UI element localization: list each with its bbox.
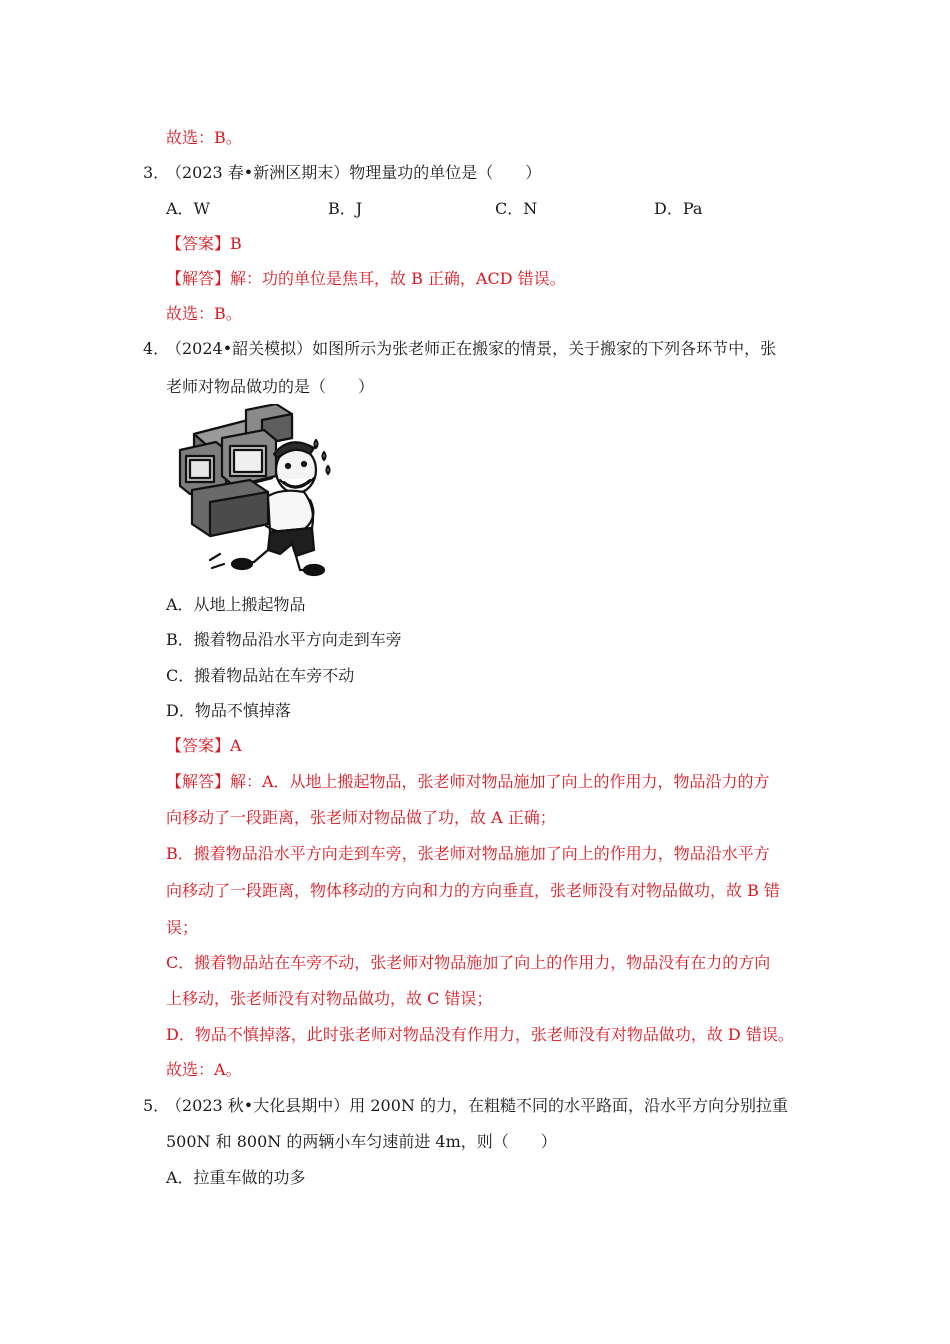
q4-analysis-line1: 【解答】解：A．从地上搬起物品，张老师对物品施加了向上的作用力，物品沿力的方	[166, 772, 770, 791]
q3-option-b: B．J	[328, 199, 363, 218]
q4-analysis-line2: 向移动了一段距离，张老师对物品做了功，故 A 正确；	[166, 808, 556, 827]
q4-analysis-line7: 上移动，张老师没有对物品做功，故 C 错误；	[166, 989, 493, 1008]
q4-analysis-line4: 向移动了一段距离，物体移动的方向和力的方向垂直，张老师没有对物品做功，故 B 错	[166, 881, 780, 900]
q5-stem-line2: 500N 和 800N 的两辆小车匀速前进 4m，则（ ）	[166, 1132, 557, 1151]
q4-answer: 【答案】A	[166, 736, 242, 755]
q4-option-d: D．物品不慎掉落	[166, 701, 291, 720]
man-carrying-boxes-illustration	[164, 404, 336, 580]
q3-option-c: C．N	[495, 199, 538, 218]
q4-stem-line1: （2024•韶关模拟）如图所示为张老师正在搬家的情景，关于搬家的下列各环节中，张	[166, 339, 777, 358]
q4-option-a: A．从地上搬起物品	[166, 595, 306, 614]
q2-conclusion: 故选：B。	[166, 128, 242, 147]
q4-number: 4．	[143, 339, 170, 358]
q3-answer: 【答案】B	[166, 234, 242, 253]
q3-analysis: 【解答】解：功的单位是焦耳，故 B 正确，ACD 错误。	[166, 269, 566, 288]
q4-analysis-line6: C．搬着物品站在车旁不动，张老师对物品施加了向上的作用力，物品没有在力的方向	[166, 953, 771, 972]
q5-stem-line1: （2023 秋•大化县期中）用 200N 的力，在粗糙不同的水平路面，沿水平方向分别拉重	[166, 1096, 788, 1115]
q3-conclusion: 故选：B。	[166, 304, 242, 323]
q3-stem: （2023 春•新洲区期末）物理量功的单位是（ ）	[166, 163, 542, 182]
q4-analysis-line8: D．物品不慎掉落，此时张老师对物品没有作用力，张老师没有对物品做功，故 D 错误。	[166, 1025, 794, 1044]
q4-conclusion: 故选：A。	[166, 1060, 242, 1079]
q4-stem-line2: 老师对物品做功的是（ ）	[166, 377, 375, 396]
q4-option-c: C．搬着物品站在车旁不动	[166, 666, 355, 685]
q3-option-a: A．W	[166, 199, 211, 218]
q4-option-b: B．搬着物品沿水平方向走到车旁	[166, 630, 402, 649]
q5-option-a: A．拉重车做的功多	[166, 1168, 306, 1187]
q4-analysis-line3: B．搬着物品沿水平方向走到车旁，张老师对物品施加了向上的作用力，物品沿水平方	[166, 844, 770, 863]
q3-number: 3．	[143, 163, 170, 182]
q3-option-d: D．Pa	[654, 199, 703, 218]
q4-analysis-line5: 误；	[166, 918, 199, 937]
q5-number: 5．	[143, 1096, 170, 1115]
